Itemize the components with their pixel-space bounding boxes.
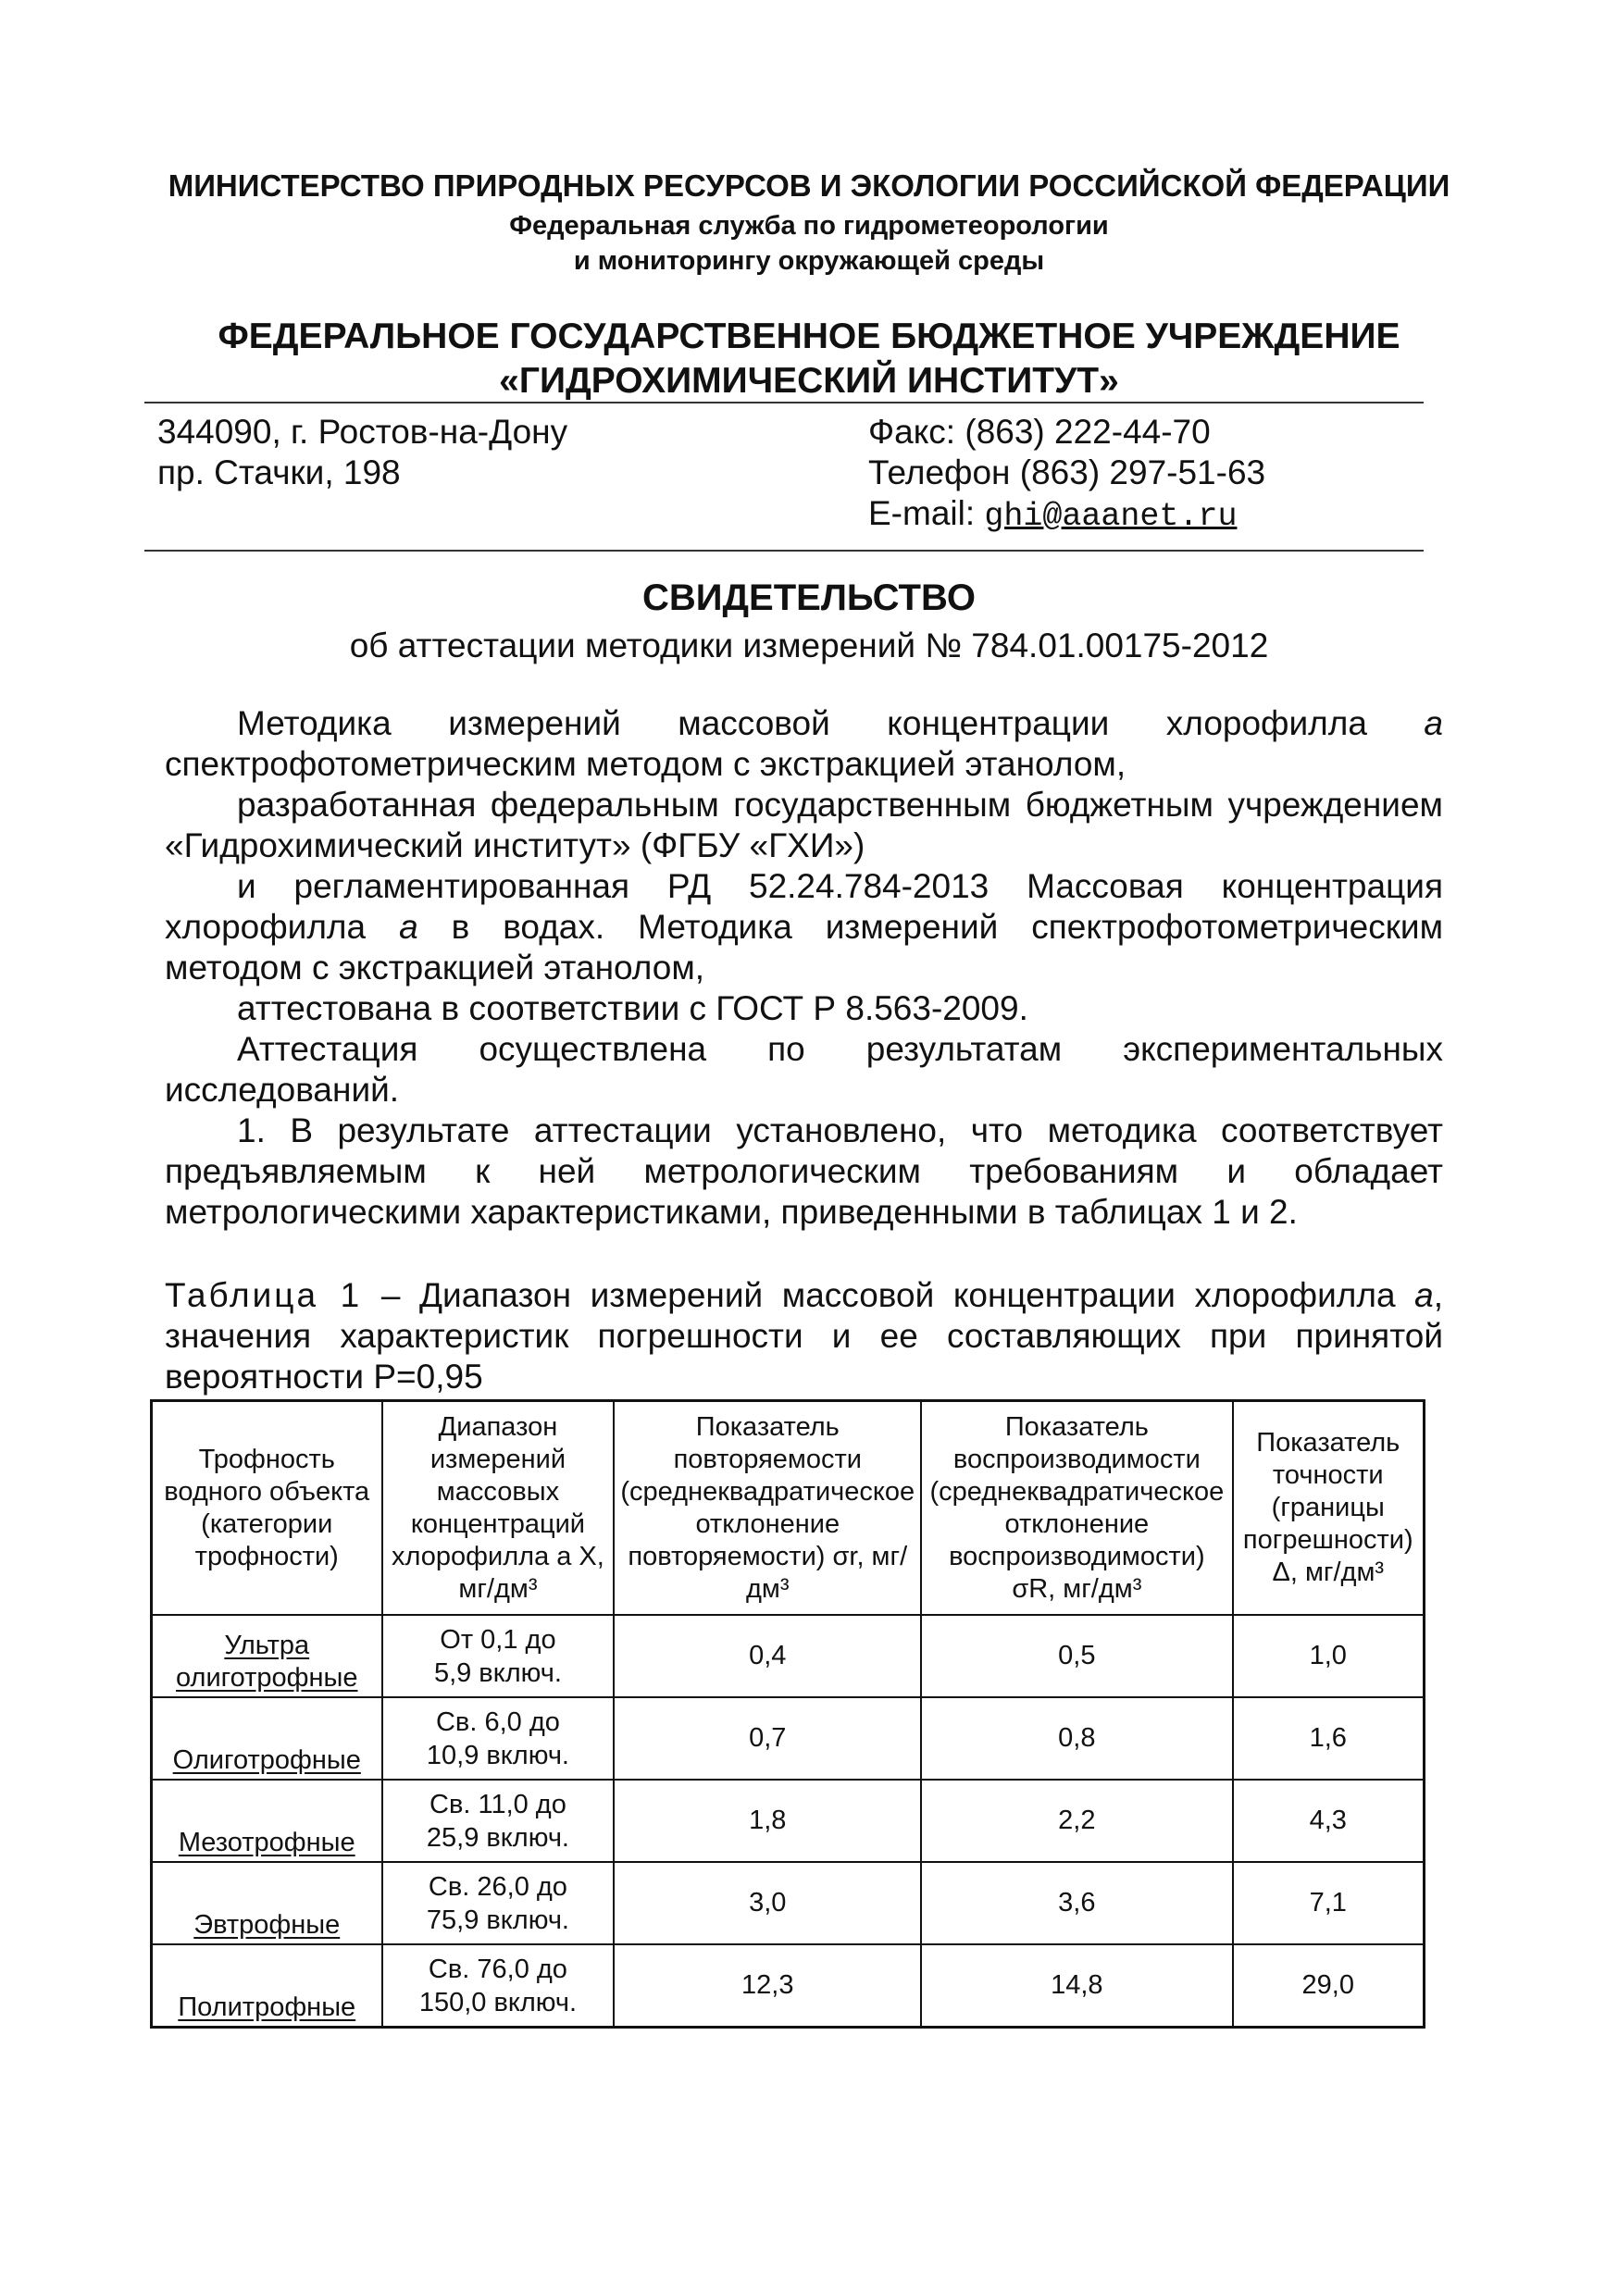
cell-reproducibility: 0,8 [921, 1697, 1232, 1780]
category-text: Ультра олиготрофные [176, 1631, 358, 1693]
range-text [427, 1870, 569, 1937]
table-row [152, 1697, 1425, 1780]
cell-reproducibility: 0,5 [921, 1615, 1232, 1697]
header-repeatability: Показатель повторяемости (среднеквадратическое отклонение повторяемости) σr, мг/дм³ [614, 1401, 921, 1616]
cell-accuracy: 4,3 [1233, 1780, 1425, 1862]
category-text: Мезотрофные [178, 1828, 355, 1857]
contact-email [868, 494, 1237, 535]
paragraph-method-italic: а [1424, 704, 1443, 742]
range-line-1: Св. 26,0 до [428, 1871, 567, 1902]
cell-range [382, 1697, 615, 1780]
cell-range [382, 1615, 615, 1697]
category-text: Политрофные [178, 1992, 356, 2022]
range-text [427, 1706, 569, 1772]
range-text [419, 1953, 577, 2019]
paragraph-method-rest: спектрофотометрическим методом с экстракцией этанолом, [165, 745, 1126, 783]
certificate-title: СВИДЕТЕЛЬСТВО [642, 577, 976, 618]
paragraph-regulation [165, 866, 1443, 988]
cell-repeatability: 0,7 [614, 1697, 921, 1780]
paragraph-regulation-text: и регламентированная РД 52.24.784-2013 Массовая концентрация хлорофилла [165, 867, 1443, 946]
ministry-title: МИНИСТЕРСТВО ПРИРОДНЫХ РЕСУРСОВ И ЭКОЛОГИИ РОССИЙСКОЙ ФЕДЕРАЦИИ [168, 168, 1450, 203]
range-line-1: Св. 6,0 до [435, 1706, 560, 1737]
cell-repeatability: 1,8 [614, 1780, 921, 1862]
paragraph-research: Аттестация осуществлена по результатам экспериментальных исследований. [165, 1030, 1443, 1109]
cell-category [152, 1697, 382, 1780]
institution-title-line-1: ФЕДЕРАЛЬНОЕ ГОСУДАРСТВЕННОЕ БЮДЖЕТНОЕ УЧРЕЖДЕНИЕ [218, 316, 1400, 356]
category-text: Олиготрофные [172, 1745, 361, 1775]
range-line-1: Св. 11,0 до [429, 1789, 566, 1819]
metrology-table [150, 1399, 1425, 2029]
service-line-1: Федеральная служба по гидрометеорологии [509, 211, 1109, 241]
contact-fax: Факс: (863) 222-44-70 [868, 413, 1211, 451]
cell-reproducibility: 2,2 [921, 1780, 1232, 1862]
cell-category [152, 1944, 382, 2028]
category-text: Эвтрофные [193, 1910, 341, 1940]
header-trophic-category: Трофность водного объекта (категории трофности) [152, 1401, 382, 1616]
header-divider-bottom [144, 550, 1424, 552]
cell-repeatability: 0,4 [614, 1615, 921, 1697]
range-text [434, 1623, 562, 1690]
cell-reproducibility: 14,8 [921, 1944, 1232, 2028]
table1-caption-label: Таблица 1 [165, 1276, 363, 1314]
range-line-2: 75,9 включ. [426, 1905, 569, 1935]
range-text [427, 1788, 569, 1855]
table-row [152, 1780, 1425, 1862]
cell-accuracy: 29,0 [1233, 1944, 1425, 2028]
header-divider-top [144, 402, 1424, 403]
header-reproducibility: Показатель воспроизводимости (среднеквадратическое отклонение воспроизводимости) σR, мг/дм³ [921, 1401, 1232, 1616]
range-line-1: Св. 76,0 до [428, 1954, 567, 1984]
table1-caption-rest: , значения характеристик погрешности и ее составляющих при принятой вероятности Р=0,95 [165, 1276, 1443, 1396]
email-label: E-mail: [868, 494, 985, 532]
cell-category [152, 1862, 382, 1944]
table-row [152, 1862, 1425, 1944]
cell-reproducibility: 3,6 [921, 1862, 1232, 1944]
range-line-2: 10,9 включ. [426, 1740, 569, 1770]
cell-range [382, 1862, 615, 1944]
cell-range [382, 1944, 615, 2028]
certificate-subtitle: об аттестации методики измерений № 784.01.00175-2012 [349, 627, 1269, 664]
cell-repeatability: 3,0 [614, 1862, 921, 1944]
cell-range [382, 1780, 615, 1862]
email-link[interactable]: ghi@aaanet.ru [984, 498, 1238, 535]
table-row [152, 1944, 1425, 2028]
header-measurement-range: Диапазон измерений массовых концентраций хлорофилла а X, мг/дм³ [382, 1401, 615, 1616]
paragraph-certified: аттестована в соответствии с ГОСТ Р 8.563-2009. [237, 989, 1028, 1027]
cell-accuracy: 1,0 [1233, 1615, 1425, 1697]
certificate-body [165, 703, 1443, 1233]
institution-title-line-2: «ГИДРОХИМИЧЕСКИЙ ИНСТИТУТ» [499, 361, 1119, 401]
table1-caption-text: – Диапазон измерений массовой концентрации хлорофилла [362, 1276, 1396, 1314]
range-line-2: 150,0 включ. [418, 1987, 578, 2017]
table-header-row [152, 1401, 1425, 1616]
paragraph-method [165, 703, 1443, 785]
paragraph-regulation-italic: а [399, 908, 418, 946]
header-accuracy: Показатель точности (границы погрешности) Δ, мг/дм³ [1233, 1401, 1425, 1616]
range-line-1: От 0,1 до [440, 1624, 556, 1655]
address-city: 344090, г. Ростов-на-Дону [157, 413, 568, 451]
range-line-2: 5,9 включ. [433, 1657, 562, 1688]
table1-caption [165, 1275, 1443, 1397]
paragraph-developer: разработанная федеральным государственным бюджетным учреждением «Гидрохимический институт» (ФГБУ «ГХИ») [165, 786, 1443, 864]
cell-category [152, 1780, 382, 1862]
contact-phone: Телефон (863) 297-51-63 [868, 453, 1266, 491]
paragraph-method-text: Методика измерений массовой концентрации хлорофилла [237, 704, 1367, 742]
cell-repeatability: 12,3 [614, 1944, 921, 2028]
range-line-2: 25,9 включ. [426, 1822, 569, 1853]
service-line-2: и мониторингу окружающей среды [573, 246, 1045, 276]
cell-category [152, 1615, 382, 1697]
address-street: пр. Стачки, 198 [157, 453, 401, 491]
cell-accuracy: 7,1 [1233, 1862, 1425, 1944]
paragraph-result: 1. В результате аттестации установлено, что методика соответствует предъявляемым к ней метрологическим требованиям и обладает метрологическими характеристиками, приведенными в таблицах 1 и 2. [165, 1111, 1443, 1231]
cell-accuracy: 1,6 [1233, 1697, 1425, 1780]
table1-caption-italic: а [1414, 1276, 1434, 1314]
table-row [152, 1615, 1425, 1697]
paragraph-regulation-rest: в водах. Методика измерений спектрофотометрическим методом с экстракцией этанолом, [165, 908, 1444, 987]
